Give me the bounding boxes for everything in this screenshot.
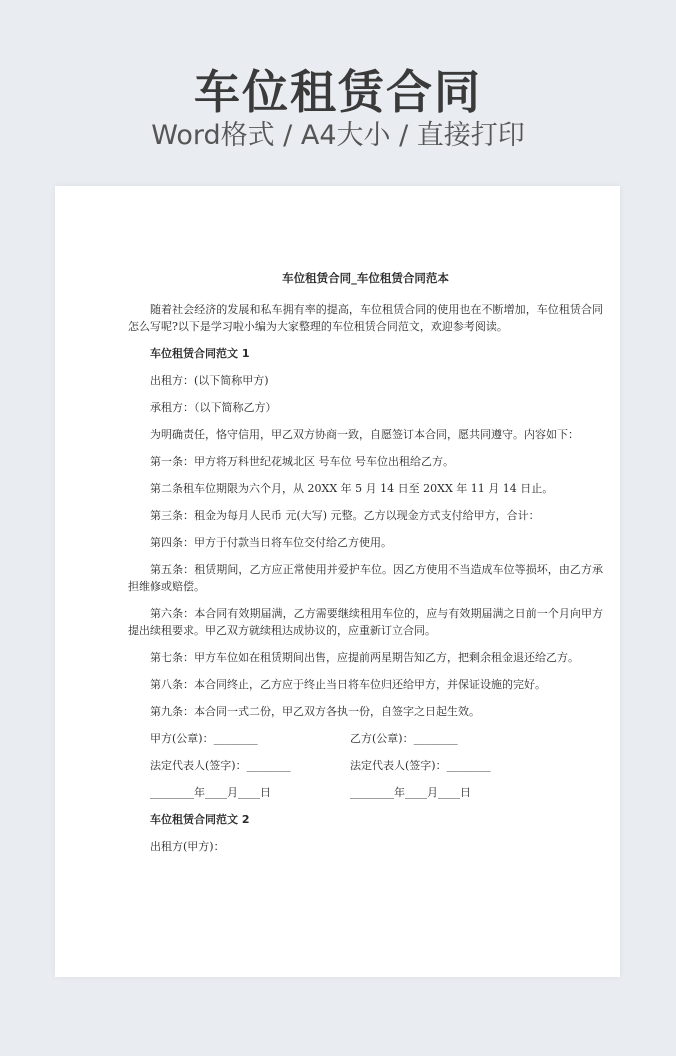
party-a-seal: 甲方(公章)：________ (150, 732, 258, 745)
party-b-rep: 法定代表人(签字)：________ (350, 759, 491, 772)
date-b: ________年____月____日 (350, 786, 471, 799)
party-b-seal: 乙方(公章)：________ (350, 732, 458, 745)
banner-title: 车位租赁合同 (194, 65, 482, 119)
section-heading-2: 车位租赁合同范文 2 (150, 813, 250, 826)
party-a-rep: 法定代表人(签字)：________ (150, 759, 291, 772)
clause-1: 第一条：甲方将万科世纪花城北区 号车位 号车位出租给乙方。 (150, 455, 454, 468)
clause-8: 第八条：本合同终止，乙方应于终止当日将车位归还给甲方，并保证设施的完好。 (150, 678, 546, 691)
section-heading-1: 车位租赁合同范文 1 (150, 347, 250, 360)
intro-paragraph: 随着社会经济的发展和私车拥有率的提高，车位租赁合同的使用也在不断增加，车位租赁合同怎么写呢?以下是学习啦小编为大家整理的车位租赁合同范文，欢迎参考阅读。 (128, 303, 603, 333)
signature-row-date (150, 784, 603, 801)
section2-lessor-line: 出租方(甲方)： (150, 840, 225, 853)
clause-5: 第五条：租赁期间，乙方应正常使用并爱护车位。因乙方使用不当造成车位等损坏，由乙方承担维修或赔偿。 (128, 563, 603, 593)
document-page (55, 186, 620, 977)
document-title: 车位租赁合同_车位租赁合同范本 (282, 271, 449, 285)
lessee-line: 承租方：（以下简称乙方） (150, 401, 277, 414)
clause-9: 第九条：本合同一式二份，甲乙双方各执一份，自签字之日起生效。 (150, 705, 480, 718)
clause-7: 第七条：甲方车位如在租赁期间出售，应提前两星期告知乙方，把剩余租金退还给乙方。 (150, 651, 579, 664)
signature-row-seal (150, 730, 603, 747)
date-a: ________年____月____日 (150, 786, 271, 799)
document-body (128, 270, 603, 865)
clause-6: 第六条：本合同有效期届满，乙方需要继续租用车位的，应与有效期届满之日前一个月向甲方提出续租要求。甲乙双方就续租达成协议的，应重新订立合同。 (128, 607, 603, 637)
clause-4: 第四条：甲方于付款当日将车位交付给乙方使用。 (150, 536, 392, 549)
clause-2: 第二条租车位期限为六个月，从 20XX 年 5 月 14 日至 20XX 年 11 月 14 日止。 (150, 482, 554, 495)
signature-row-rep (150, 757, 603, 774)
preamble-paragraph: 为明确责任，恪守信用，甲乙双方协商一致，自愿签订本合同，愿共同遵守。内容如下： (150, 428, 579, 441)
clause-3: 第三条：租金为每月人民币 元(大写) 元整。乙方以现金方式支付给甲方，合计： (150, 509, 540, 522)
lessor-line: 出租方：(以下简称甲方) (150, 374, 269, 387)
banner-subtitle: Word格式 / A4大小 / 直接打印 (151, 120, 525, 151)
